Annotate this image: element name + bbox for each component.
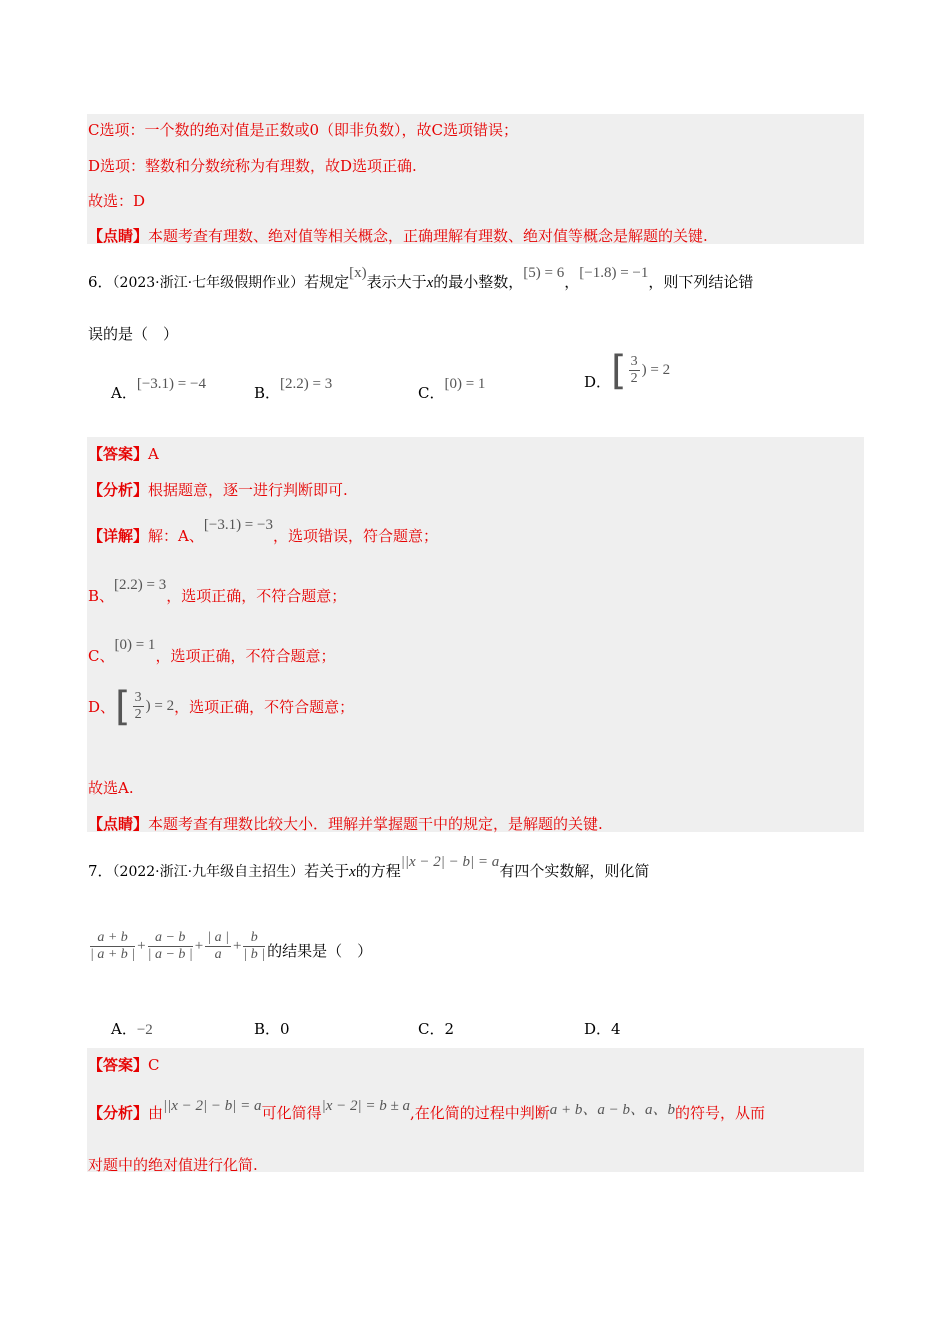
q6-number: 6． (88, 273, 113, 291)
q6-option-d-den: 2 (630, 371, 638, 386)
q7-fraction-1-den: | a + b | (90, 947, 136, 962)
q7-option-c[interactable] (418, 1018, 454, 1039)
q7-expression-line (88, 930, 372, 963)
q6-option-a-label: A． (111, 384, 137, 402)
q7-option-d-label: D． (584, 1020, 612, 1038)
q7-option-b[interactable] (254, 1018, 290, 1039)
q6-option-b-expr: [2.2) = 3 (280, 376, 333, 392)
q6-detail-a-pre: 解：A、 (148, 527, 204, 545)
q6-option-d[interactable] (584, 347, 671, 394)
q6-analysis-tag: 【分析】 (88, 481, 149, 499)
q7-analysis-eq: ||x − 2| − b| = a (163, 1098, 262, 1114)
q6-option-c[interactable] (418, 372, 486, 402)
q6-comment-text: 本题考查有理数比较大小．理解并掌握题干中的规定，是解题的关键. (148, 815, 603, 833)
q6-detail-c-pre: C、 (88, 647, 115, 665)
q5-choice: 故选：D (88, 192, 146, 210)
q7-stem-4: 的结果是（ ） (267, 942, 373, 960)
q7-analysis-tag: 【分析】 (88, 1104, 149, 1122)
q6-option-b-label: B． (254, 384, 281, 402)
q7-analysis-4: 的符号，从而 (675, 1104, 766, 1122)
q7-fraction-2-num: a − b (148, 930, 193, 947)
q6-option-d-bracket: [ (611, 347, 627, 394)
q6-answer-value: A (148, 445, 159, 463)
q6-answer-tag: 【答案】 (88, 445, 149, 463)
q6-stem-2: 表示大于 (366, 273, 427, 291)
q7-plus-1: + (137, 938, 146, 954)
q6-option-d-rhs: ) = 2 (641, 362, 671, 378)
q6-detail-d-num: 3 (134, 690, 142, 705)
q6-detail-d-post: ，选项正确，不符合题意； (174, 698, 355, 716)
q5-d-option: D选项：整数和分数统称为有理数，故D选项正确. (88, 157, 417, 175)
q7-analysis-eq2: |x − 2| = b ± a (321, 1098, 410, 1114)
q6-detail-d-pre: D、 (88, 698, 116, 716)
q5-comment-text: 本题考查有理数、绝对值等相关概念，正确理解有理数、绝对值等概念是解题的关键. (148, 227, 708, 245)
q7-analysis-1: 由 (148, 1104, 164, 1122)
q6-detail-c-post: ，选项正确，不符合题意； (155, 647, 336, 665)
q7-var-x: x (349, 864, 356, 880)
q7-option-a-label: A． (111, 1020, 137, 1038)
q6-stem-1: 若规定 (304, 273, 350, 291)
q6-detail-b (88, 577, 347, 606)
q6-comment (88, 813, 603, 834)
q6-stem-line1 (88, 265, 754, 292)
q6-answer (88, 443, 159, 464)
q6-detail-a (88, 517, 438, 546)
q7-option-a-value: −2 (136, 1022, 153, 1038)
q7-fraction-4 (243, 930, 265, 963)
q6-detail-tag: 【详解】 (88, 527, 149, 545)
q6-detail-c-expr: [0) = 1 (114, 637, 156, 653)
q7-answer-value: C (148, 1056, 160, 1074)
q6-option-d-fraction (629, 354, 640, 387)
q6-option-b[interactable] (254, 372, 333, 402)
q7-fraction-4-den: | b | (243, 947, 266, 962)
q7-answer-tag: 【答案】 (88, 1056, 149, 1074)
q6-detail-d-bracket: [ (115, 683, 131, 730)
q7-option-d-value: 4 (611, 1020, 621, 1038)
q6-option-a-expr: [−3.1) = −4 (136, 376, 206, 392)
q6-detail-c (88, 637, 336, 666)
q5-comment (88, 225, 708, 246)
q6-option-c-label: C． (418, 384, 445, 402)
q6-comment-tag: 【点睛】 (88, 815, 149, 833)
q7-stem-2: 的方程 (355, 862, 401, 880)
q6-example-2: [−1.8) = −1 (579, 265, 649, 281)
q6-example-1: [5) = 6 (523, 265, 565, 281)
q7-option-b-label: B． (254, 1020, 281, 1038)
q6-option-a[interactable] (111, 372, 206, 402)
q6-x-bracket: [x) (349, 265, 367, 281)
q7-fraction-1-num: a + b (90, 930, 135, 947)
q7-fraction-2-den: | a − b | (147, 947, 193, 962)
q6-detail-b-post: ，选项正确，不符合题意； (166, 587, 347, 605)
q5-c-option: C选项：一个数的绝对值是正数或0（即非负数），故C选项错误； (88, 121, 519, 139)
q7-analysis-3: ,在化简的过程中判断 (409, 1104, 550, 1122)
q7-number: 7． (88, 862, 113, 880)
q6-detail-b-expr: [2.2) = 3 (114, 577, 167, 593)
q7-answer (88, 1054, 160, 1075)
q7-option-a[interactable] (111, 1018, 153, 1039)
q7-option-d[interactable] (584, 1018, 621, 1039)
q6-analysis (88, 479, 348, 500)
q6-option-d-label: D． (584, 372, 612, 391)
q6-stem-line2: 误的是（ ） (88, 325, 179, 343)
q5-comment-tag: 【点睛】 (88, 227, 149, 245)
q6-stem-3: 的最小整数， (433, 273, 524, 291)
q6-detail-b-pre: B、 (88, 587, 115, 605)
q6-detail-a-expr: [−3.1) = −3 (203, 517, 273, 533)
q7-fraction-3-num: | a | (207, 930, 229, 945)
q7-analysis-2: 可化简得 (261, 1104, 322, 1122)
q7-fraction-2 (148, 930, 193, 963)
q7-option-c-value: 2 (444, 1020, 455, 1038)
q6-detail-a-post: ，选项错误，符合题意； (272, 527, 438, 545)
q7-option-c-label: C． (418, 1020, 445, 1038)
q7-analysis-line2: 对题中的绝对值进行化简. (88, 1156, 258, 1174)
q7-source: （2022·浙江·九年级自主招生） (112, 864, 305, 880)
q6-option-d-num: 3 (630, 354, 638, 369)
q6-detail-d-fraction (133, 690, 144, 723)
q6-detail-d (88, 683, 355, 730)
q6-choice: 故选A. (88, 779, 134, 797)
q7-fraction-1 (90, 930, 135, 963)
q7-fraction-3-den: a (214, 947, 222, 962)
q6-stem-4: ，则下列结论错 (648, 273, 754, 291)
q7-equation: ||x − 2| − b| = a (400, 854, 500, 870)
q7-plus-3: + (232, 938, 242, 954)
q6-analysis-text: 根据题意，逐一进行判断即可. (148, 481, 348, 499)
q7-stem-line1 (88, 854, 650, 881)
q6-detail-d-rhs: ) = 2 (145, 698, 175, 714)
q6-comma: ， (564, 273, 580, 291)
q6-source: （2023·浙江·七年级假期作业） (112, 275, 305, 291)
q7-fraction-3 (205, 930, 231, 963)
q7-stem-3: 有四个实数解，则化简 (499, 862, 650, 880)
q6-var-x: x (426, 275, 434, 291)
q7-fraction-4-num: b (243, 930, 265, 947)
q7-option-b-value: 0 (280, 1020, 290, 1038)
q6-detail-d-den: 2 (134, 707, 142, 722)
q7-analysis-terms: a + b、a − b、a、b (549, 1102, 675, 1118)
q7-analysis-line1 (88, 1098, 766, 1123)
q7-plus-2: + (194, 938, 204, 954)
q6-option-c-expr: [0) = 1 (444, 376, 486, 392)
q7-stem-1: 若关于 (304, 862, 350, 880)
